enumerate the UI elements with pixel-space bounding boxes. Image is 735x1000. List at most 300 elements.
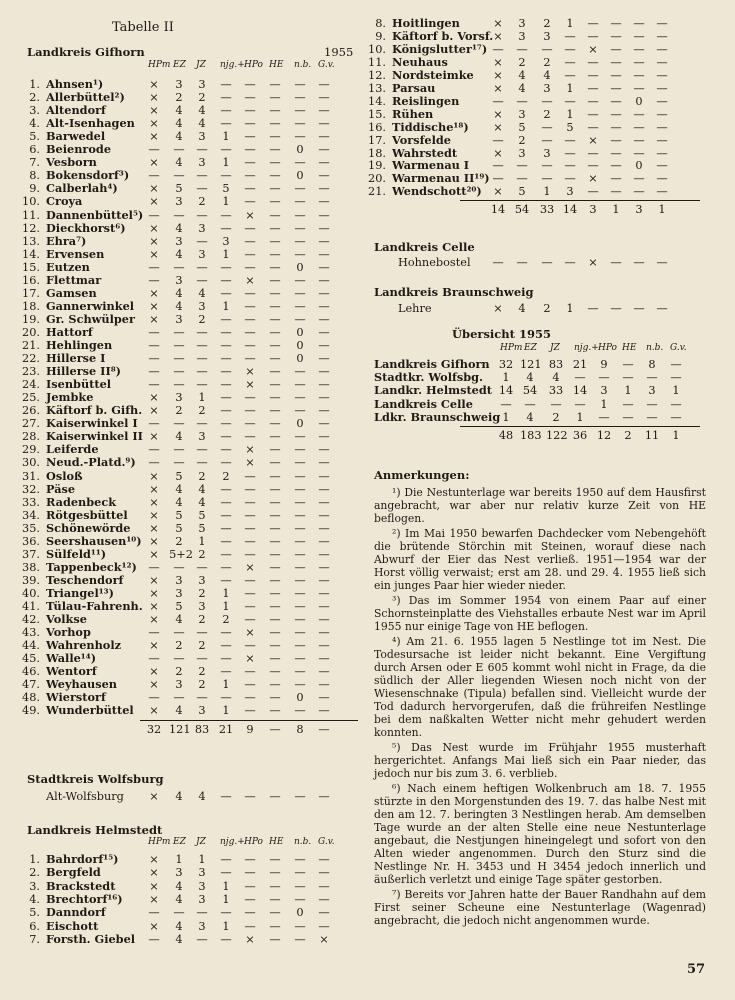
- place-name: Landkreis Gifhorn: [374, 357, 490, 371]
- cell-value: 1: [672, 384, 680, 397]
- cell-value: 1: [222, 156, 230, 169]
- cell-value: 3: [198, 880, 206, 893]
- row-number: 1.: [29, 853, 40, 866]
- cell-value: —: [196, 443, 208, 456]
- cell-value: 0: [296, 169, 304, 182]
- column-header: HE: [269, 837, 284, 847]
- cell-value: —: [148, 326, 160, 339]
- cell-value: —: [220, 626, 232, 639]
- cell-value: 0: [296, 261, 304, 274]
- place-name: Warmenau I: [392, 158, 470, 172]
- cell-value: —: [244, 678, 256, 691]
- cell-value: —: [587, 185, 599, 198]
- cell-value: 5: [175, 470, 183, 483]
- cell-value: —: [294, 853, 306, 866]
- row-number: 28.: [22, 430, 40, 443]
- cell-value: —: [610, 159, 622, 172]
- cell-value: 1: [566, 302, 574, 315]
- place-name: Brackstedt: [46, 879, 116, 893]
- cell-value: —: [220, 456, 232, 469]
- table-row: [0, 121, 735, 134]
- place-name: Tappenbeck¹²): [46, 560, 137, 574]
- cell-value: —: [173, 561, 185, 574]
- cell-value: 4: [543, 69, 551, 82]
- cell-value: —: [633, 30, 645, 43]
- cell-value: —: [173, 443, 185, 456]
- cell-value: —: [656, 43, 668, 56]
- cell-value: —: [294, 313, 306, 326]
- row-number: 14.: [22, 248, 40, 261]
- cell-value: 3: [600, 384, 608, 397]
- cell-value: —: [196, 143, 208, 156]
- cell-value: —: [220, 91, 232, 104]
- cell-value: —: [294, 287, 306, 300]
- cell-value: —: [220, 209, 232, 222]
- cell-value: —: [633, 17, 645, 30]
- cell-value: —: [196, 182, 208, 195]
- cell-value: ×: [149, 496, 159, 509]
- cell-value: —: [670, 411, 682, 424]
- total-value: 36: [572, 429, 588, 442]
- cell-value: —: [294, 587, 306, 600]
- cell-value: 1: [502, 411, 510, 424]
- row-number: 23.: [22, 365, 40, 378]
- place-name: Lehre: [398, 302, 432, 315]
- cell-value: —: [294, 470, 306, 483]
- cell-value: —: [196, 417, 208, 430]
- cell-value: ×: [149, 522, 159, 535]
- cell-value: —: [294, 496, 306, 509]
- cell-value: —: [244, 130, 256, 143]
- cell-value: —: [148, 456, 160, 469]
- cell-value: 3: [198, 920, 206, 933]
- cell-value: —: [220, 866, 232, 879]
- cell-value: —: [269, 287, 281, 300]
- cell-value: —: [574, 371, 586, 384]
- cell-value: —: [220, 430, 232, 443]
- cell-value: 3: [175, 391, 183, 404]
- cell-value: —: [541, 95, 553, 108]
- cell-value: 4: [175, 790, 183, 803]
- cell-value: —: [220, 853, 232, 866]
- cell-value: —: [294, 391, 306, 404]
- place-name: Stadtkr. Wolfsbg.: [374, 370, 483, 384]
- total-value: 54: [514, 203, 530, 216]
- cell-value: —: [220, 509, 232, 522]
- cell-value: —: [269, 790, 281, 803]
- cell-value: —: [541, 256, 553, 269]
- cell-value: 2: [175, 665, 183, 678]
- cell-value: 0: [296, 691, 304, 704]
- cell-value: —: [269, 169, 281, 182]
- cell-value: —: [294, 483, 306, 496]
- cell-value: ×: [149, 156, 159, 169]
- cell-value: —: [633, 147, 645, 160]
- row-number: 44.: [22, 639, 40, 652]
- cell-value: —: [269, 456, 281, 469]
- cell-value: —: [269, 104, 281, 117]
- total-value: 48: [498, 429, 514, 442]
- row-number: 29.: [22, 443, 40, 456]
- footnote: ⁶) Nach einem heftigen Wolkenbruch am 18. 7. 1955 stürzte in den Morgenstunden des 19. 7. das halbe Nest mit den am 12. 7. beringten 3 Nestlingen herab. Am demselben Tage wurde an der alten Stelle eine neue Nestunterlage angebaut, die Nestjungen hineingelegt und sofort von den Alten wieder angenommen. Durch den Sturz sind die Nestlinge Nr. H. 3453 und H 3454 jedoch innerlich und äußerlich verletzt und einige Tage später gestorben.: [374, 782, 706, 886]
- cell-value: —: [220, 78, 232, 91]
- cell-value: 1: [198, 391, 206, 404]
- table-row: [0, 384, 735, 397]
- place-name: Wendschott²⁰): [392, 184, 482, 198]
- cell-value: —: [516, 256, 528, 269]
- place-name: Wentorf: [46, 664, 97, 678]
- cell-value: —: [318, 704, 330, 717]
- cell-value: —: [318, 790, 330, 803]
- cell-value: —: [148, 261, 160, 274]
- cell-value: —: [244, 195, 256, 208]
- cell-value: —: [318, 483, 330, 496]
- cell-value: 4: [198, 287, 206, 300]
- column-header: G.v.: [318, 837, 335, 847]
- cell-value: ×: [149, 665, 159, 678]
- cell-value: 4: [175, 704, 183, 717]
- cell-value: ×: [149, 880, 159, 893]
- place-name: Croya: [46, 194, 83, 208]
- cell-value: —: [269, 352, 281, 365]
- cell-value: —: [610, 43, 622, 56]
- cell-value: —: [269, 365, 281, 378]
- cell-value: 2: [198, 404, 206, 417]
- cell-value: —: [196, 339, 208, 352]
- cell-value: —: [148, 352, 160, 365]
- cell-value: ×: [245, 209, 255, 222]
- cell-value: 2: [198, 548, 206, 561]
- cell-value: —: [244, 866, 256, 879]
- place-name: Ahnsen¹): [46, 77, 104, 91]
- row-number: 34.: [22, 509, 40, 522]
- cell-value: —: [148, 652, 160, 665]
- cell-value: —: [318, 574, 330, 587]
- cell-value: —: [500, 398, 512, 411]
- cell-value: 2: [552, 411, 560, 424]
- cell-value: —: [610, 172, 622, 185]
- row-number: 11.: [368, 56, 386, 69]
- table-row: [0, 69, 735, 82]
- row-number: 41.: [22, 600, 40, 613]
- cell-value: —: [244, 880, 256, 893]
- column-header: HE: [622, 343, 637, 353]
- place-name: Volkse: [46, 612, 87, 626]
- cell-value: —: [318, 169, 330, 182]
- cell-value: —: [492, 95, 504, 108]
- place-name: Hattorf: [46, 325, 93, 339]
- column-header: njg.+: [220, 60, 245, 70]
- cell-value: ×: [149, 78, 159, 91]
- cell-value: 1: [624, 384, 632, 397]
- cell-value: 1: [566, 17, 574, 30]
- cell-value: —: [656, 95, 668, 108]
- cell-value: 3: [198, 866, 206, 879]
- cell-value: —: [610, 134, 622, 147]
- cell-value: —: [220, 906, 232, 919]
- cell-value: ×: [149, 248, 159, 261]
- row-number: 1.: [29, 78, 40, 91]
- cell-value: 3: [198, 300, 206, 313]
- cell-value: —: [318, 613, 330, 626]
- cell-value: —: [524, 398, 536, 411]
- cell-value: —: [220, 365, 232, 378]
- place-name: Alt-Isenhagen: [46, 116, 135, 130]
- cell-value: ×: [149, 430, 159, 443]
- cell-value: —: [148, 274, 160, 287]
- cell-value: 0: [635, 159, 643, 172]
- cell-value: —: [587, 69, 599, 82]
- overview-column-headers: [0, 343, 735, 355]
- district-heading: Landkreis Celle: [374, 240, 475, 254]
- cell-value: —: [541, 43, 553, 56]
- cell-value: 5: [175, 182, 183, 195]
- row-number: 6.: [29, 920, 40, 933]
- cell-value: —: [220, 417, 232, 430]
- cell-value: —: [564, 159, 576, 172]
- cell-value: 2: [518, 56, 526, 69]
- cell-value: ×: [245, 561, 255, 574]
- cell-value: 1: [222, 300, 230, 313]
- cell-value: —: [656, 30, 668, 43]
- column-header: HPo: [244, 60, 263, 70]
- table-row: [0, 17, 735, 30]
- cell-value: —: [574, 398, 586, 411]
- cell-value: 33: [548, 384, 564, 397]
- place-name: Jembke: [46, 390, 94, 404]
- cell-value: ×: [149, 195, 159, 208]
- cell-value: ×: [588, 134, 598, 147]
- footnote: ¹) Die Nestunterlage war bereits 1950 auf dem Hausfirst angebracht, war aber nur relativ kurze Zeit von HE beflogen.: [374, 486, 706, 525]
- cell-value: —: [294, 300, 306, 313]
- cell-value: —: [220, 274, 232, 287]
- cell-value: —: [318, 456, 330, 469]
- cell-value: —: [318, 195, 330, 208]
- cell-value: —: [318, 365, 330, 378]
- cell-value: —: [318, 522, 330, 535]
- cell-value: —: [633, 256, 645, 269]
- total-value: 3: [635, 203, 643, 216]
- cell-value: —: [670, 358, 682, 371]
- cell-value: 2: [518, 134, 526, 147]
- cell-value: —: [220, 326, 232, 339]
- table-row: [0, 159, 735, 172]
- cell-value: 3: [566, 185, 574, 198]
- table-row: [0, 108, 735, 121]
- cell-value: —: [670, 371, 682, 384]
- cell-value: 4: [198, 104, 206, 117]
- cell-value: ×: [149, 613, 159, 626]
- cell-value: —: [269, 78, 281, 91]
- table-row: [0, 256, 735, 269]
- cell-value: ×: [588, 43, 598, 56]
- cell-value: —: [318, 561, 330, 574]
- place-name: Ervensen: [46, 247, 105, 261]
- row-number: 13.: [368, 82, 386, 95]
- cell-value: —: [244, 117, 256, 130]
- cell-value: —: [516, 95, 528, 108]
- row-number: 12.: [22, 222, 40, 235]
- column-header: G.v.: [670, 343, 687, 353]
- cell-value: 3: [518, 17, 526, 30]
- cell-value: —: [318, 417, 330, 430]
- cell-value: 1: [222, 920, 230, 933]
- cell-value: —: [244, 470, 256, 483]
- cell-value: —: [633, 56, 645, 69]
- cell-value: —: [294, 182, 306, 195]
- cell-value: —: [294, 574, 306, 587]
- place-name: Neuhaus: [392, 55, 448, 69]
- cell-value: —: [294, 920, 306, 933]
- place-name: Radenbeck: [46, 495, 117, 509]
- cell-value: 4: [518, 302, 526, 315]
- cell-value: —: [610, 108, 622, 121]
- cell-value: 1: [175, 853, 183, 866]
- cell-value: ×: [588, 172, 598, 185]
- cell-value: —: [318, 639, 330, 652]
- row-number: 17.: [22, 287, 40, 300]
- cell-value: 4: [175, 920, 183, 933]
- total-value: 3: [589, 203, 597, 216]
- total-value: 183: [520, 429, 542, 442]
- cell-value: —: [294, 78, 306, 91]
- cell-value: —: [564, 256, 576, 269]
- place-name: Wahrstedt: [392, 146, 458, 160]
- place-name: Gannerwinkel: [46, 299, 135, 313]
- cell-value: —: [148, 339, 160, 352]
- cell-value: —: [492, 159, 504, 172]
- table-row: [0, 222, 735, 235]
- place-name: Wunderbüttel: [46, 703, 134, 717]
- cell-value: —: [541, 159, 553, 172]
- cell-value: 4: [175, 496, 183, 509]
- column-header: HPm: [500, 343, 523, 353]
- table-row: [0, 371, 735, 384]
- year-label: 1955: [324, 45, 354, 59]
- cell-value: 2: [198, 678, 206, 691]
- cell-value: —: [269, 933, 281, 946]
- cell-value: —: [294, 104, 306, 117]
- cell-value: —: [148, 169, 160, 182]
- cell-value: —: [269, 274, 281, 287]
- cell-value: —: [318, 235, 330, 248]
- cell-value: —: [196, 378, 208, 391]
- cell-value: ×: [149, 222, 159, 235]
- cell-value: —: [294, 600, 306, 613]
- cell-value: —: [148, 209, 160, 222]
- cell-value: —: [294, 704, 306, 717]
- cell-value: —: [318, 496, 330, 509]
- cell-value: —: [196, 626, 208, 639]
- place-name: Käftorf b. Gifh.: [46, 403, 143, 417]
- cell-value: —: [244, 790, 256, 803]
- place-name: Eutzen: [46, 260, 90, 274]
- cell-value: —: [220, 404, 232, 417]
- cell-value: —: [294, 91, 306, 104]
- cell-value: —: [622, 398, 634, 411]
- cell-value: 4: [175, 483, 183, 496]
- cell-value: —: [269, 626, 281, 639]
- cell-value: —: [587, 95, 599, 108]
- cell-value: —: [244, 156, 256, 169]
- cell-value: —: [318, 678, 330, 691]
- cell-value: —: [294, 933, 306, 946]
- cell-value: —: [244, 104, 256, 117]
- cell-value: —: [269, 853, 281, 866]
- cell-value: —: [294, 365, 306, 378]
- table-row: [0, 95, 735, 108]
- column-header: njg.+: [574, 343, 599, 353]
- cell-value: —: [269, 652, 281, 665]
- cell-value: —: [196, 933, 208, 946]
- table-row: [0, 274, 735, 287]
- cell-value: —: [220, 933, 232, 946]
- cell-value: ×: [245, 378, 255, 391]
- cell-value: 1: [222, 248, 230, 261]
- cell-value: —: [244, 574, 256, 587]
- place-name: Eischott: [46, 919, 99, 933]
- cell-value: —: [516, 159, 528, 172]
- place-name: Flettmar: [46, 273, 102, 287]
- cell-value: —: [148, 906, 160, 919]
- cell-value: 5: [175, 600, 183, 613]
- cell-value: 1: [222, 195, 230, 208]
- cell-value: —: [294, 509, 306, 522]
- row-number: 4.: [29, 893, 40, 906]
- cell-value: —: [269, 691, 281, 704]
- cell-value: —: [294, 678, 306, 691]
- row-number: 15.: [368, 108, 386, 121]
- cell-value: —: [294, 235, 306, 248]
- cell-value: —: [610, 17, 622, 30]
- cell-value: —: [294, 522, 306, 535]
- cell-value: —: [220, 790, 232, 803]
- cell-value: 3: [175, 78, 183, 91]
- cell-value: —: [294, 866, 306, 879]
- cell-value: —: [220, 561, 232, 574]
- cell-value: —: [220, 652, 232, 665]
- cell-value: —: [173, 209, 185, 222]
- footnote: ⁴) Am 21. 6. 1955 lagen 5 Nestlinge tot im Nest. Die Todesursache ist leider nicht bekannt. Eine Vergiftung durch Arsen oder E 605 kommt wohl nicht in Frage, da die südlich der Aller liegenden Wiesen noch nicht von der Wiesenschnake (Tipula) befallen sind. Vielleicht wurde der Tod dadurch hervorgerufen, daß die frühreifen Nestlinge bei dem naßkalten Wetter nicht mehr gehudert werden konnten.: [374, 635, 706, 739]
- helmstedt-totals: [0, 203, 735, 216]
- cell-value: —: [294, 222, 306, 235]
- cell-value: —: [220, 548, 232, 561]
- cell-value: —: [244, 906, 256, 919]
- cell-value: —: [318, 665, 330, 678]
- cell-value: 4: [175, 880, 183, 893]
- cell-value: 1: [576, 411, 584, 424]
- cell-value: —: [622, 371, 634, 384]
- cell-value: —: [318, 78, 330, 91]
- place-name: Ehra⁷): [46, 234, 87, 248]
- cell-value: —: [318, 893, 330, 906]
- column-header: JZ: [196, 60, 206, 70]
- row-number: 17.: [368, 134, 386, 147]
- cell-value: ×: [149, 548, 159, 561]
- place-name: Allerbüttel²): [46, 90, 125, 104]
- cell-value: —: [318, 509, 330, 522]
- cell-value: —: [656, 56, 668, 69]
- cell-value: ×: [149, 853, 159, 866]
- row-number: 3.: [29, 104, 40, 117]
- district-heading: Landkreis Gifhorn: [27, 45, 145, 59]
- cell-value: —: [244, 326, 256, 339]
- cell-value: —: [610, 185, 622, 198]
- place-name: Käftorf b. Vorsf.: [392, 29, 494, 43]
- cell-value: 54: [522, 384, 538, 397]
- place-name: Dieckhorst⁶): [46, 221, 126, 235]
- total-value: 9: [246, 723, 254, 736]
